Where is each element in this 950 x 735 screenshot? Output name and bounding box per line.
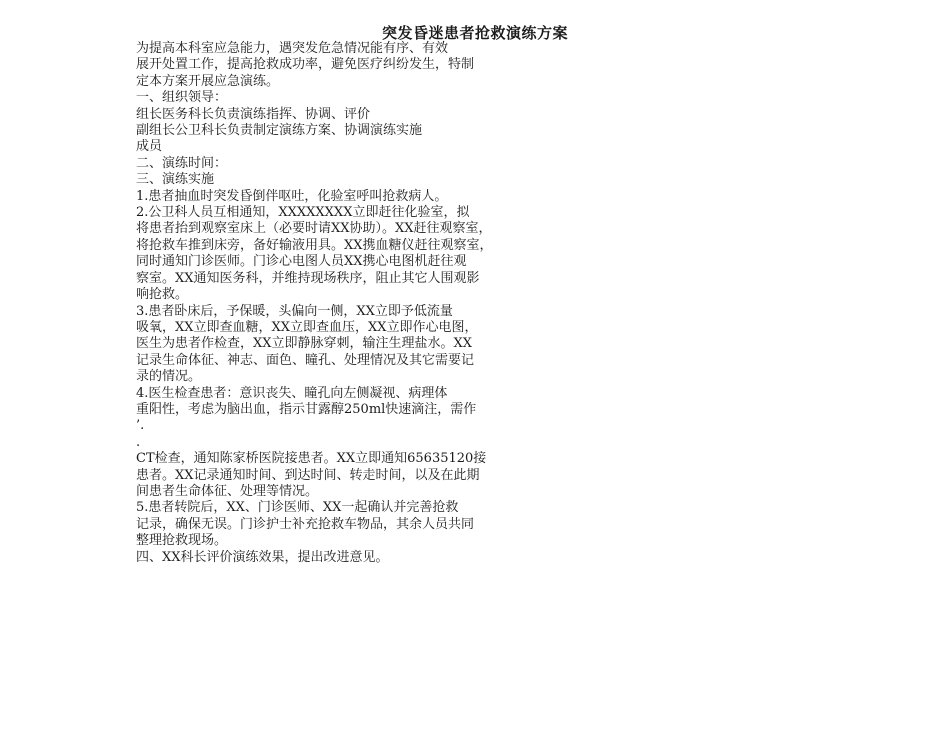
body-text-line: ’. xyxy=(136,418,145,434)
body-text-line: 1.患者抽血时突发昏倒伴呕吐，化验室呼叫抢救病人。 xyxy=(136,188,448,204)
body-text-line: 同时通知门诊医师。门诊心电图人员XX携心电图机赶往观 xyxy=(136,254,467,270)
body-text-line: 患者。XX记录通知时间、到达时间、转走时间，以及在此期 xyxy=(136,467,480,483)
body-text-line: 展开处置工作，提高抢救成功率，避免医疗纠纷发生，特制 xyxy=(136,57,475,73)
body-text-line: 一、组织领导： xyxy=(136,90,228,106)
body-text-line: 将患者抬到观察室床上（必要时请XX协助）。XX赶往观察室， xyxy=(136,221,492,237)
body-text-line: 二、演练时间： xyxy=(136,155,228,171)
body-text-line: 三、演练实施 xyxy=(136,172,215,188)
body-text-line: . xyxy=(136,434,141,450)
body-text-line: 副组长公卫科长负责制定演练方案、协调演练实施 xyxy=(136,123,423,139)
body-text-line: 定本方案开展应急演练。 xyxy=(136,73,280,89)
body-text-line: 吸氧，XX立即查血糖，XX立即查血压，XX立即作心电图， xyxy=(136,319,478,335)
body-text-line: 记录生命体征、神志、面色、瞳孔、处理情况及其它需要记 xyxy=(136,352,475,368)
body-text-line: 四、XX科长评价演练效果，提出改进意见。 xyxy=(136,549,389,565)
body-text-line: 录的情况。 xyxy=(136,369,202,385)
body-text-line: 将抢救车推到床旁，备好输液用具。XX携血糖仪赶往观察室， xyxy=(136,237,493,253)
body-text-line: 2.公卫科人员互相通知，XXXXXXXX立即赶往化验室，拟 xyxy=(136,205,470,221)
body-text-line: 间患者生命体征、处理等情况。 xyxy=(136,483,319,499)
body-text-line: 记录，确保无误。门诊护士补充抢救车物品，其余人员共同 xyxy=(136,516,475,532)
body-text-line: 3.患者卧床后，予保暖，头偏向一侧，XX立即予低流量 xyxy=(136,303,453,319)
body-text-line: 整理抢救现场。 xyxy=(136,533,228,549)
body-text-line: 重阳性，考虑为脑出血，指示甘露醇250ml快速滴注，需作 xyxy=(136,401,477,417)
body-text-line: 为提高本科室应急能力，遇突发危急情况能有序、有效 xyxy=(136,41,449,56)
body-text-line: 成员 xyxy=(136,139,163,155)
body-text-line: 医生为患者作检查，XX立即静脉穿刺，输注生理盐水。XX xyxy=(136,336,473,352)
body-text-line: 5.患者转院后，XX、门诊医师、XX一起确认并完善抢救 xyxy=(136,500,459,516)
body-text-line: 4.医生检查患者：意识丧失、瞳孔向左侧凝视、病理体 xyxy=(136,385,448,401)
document-body xyxy=(136,41,556,566)
body-text-line: CT检查，通知陈家桥医院接患者。XX立即通知65635120接 xyxy=(136,451,487,467)
body-text-line: 响抢救。 xyxy=(136,287,189,303)
body-text-line: 组长医务科长负责演练指挥、协调、评价 xyxy=(136,106,371,122)
body-text-line: 察室。XX通知医务科，并维持现场秩序，阻止其它人围观影 xyxy=(136,270,480,286)
document-title: 突发昏迷患者抢救演练方案 xyxy=(381,24,568,42)
